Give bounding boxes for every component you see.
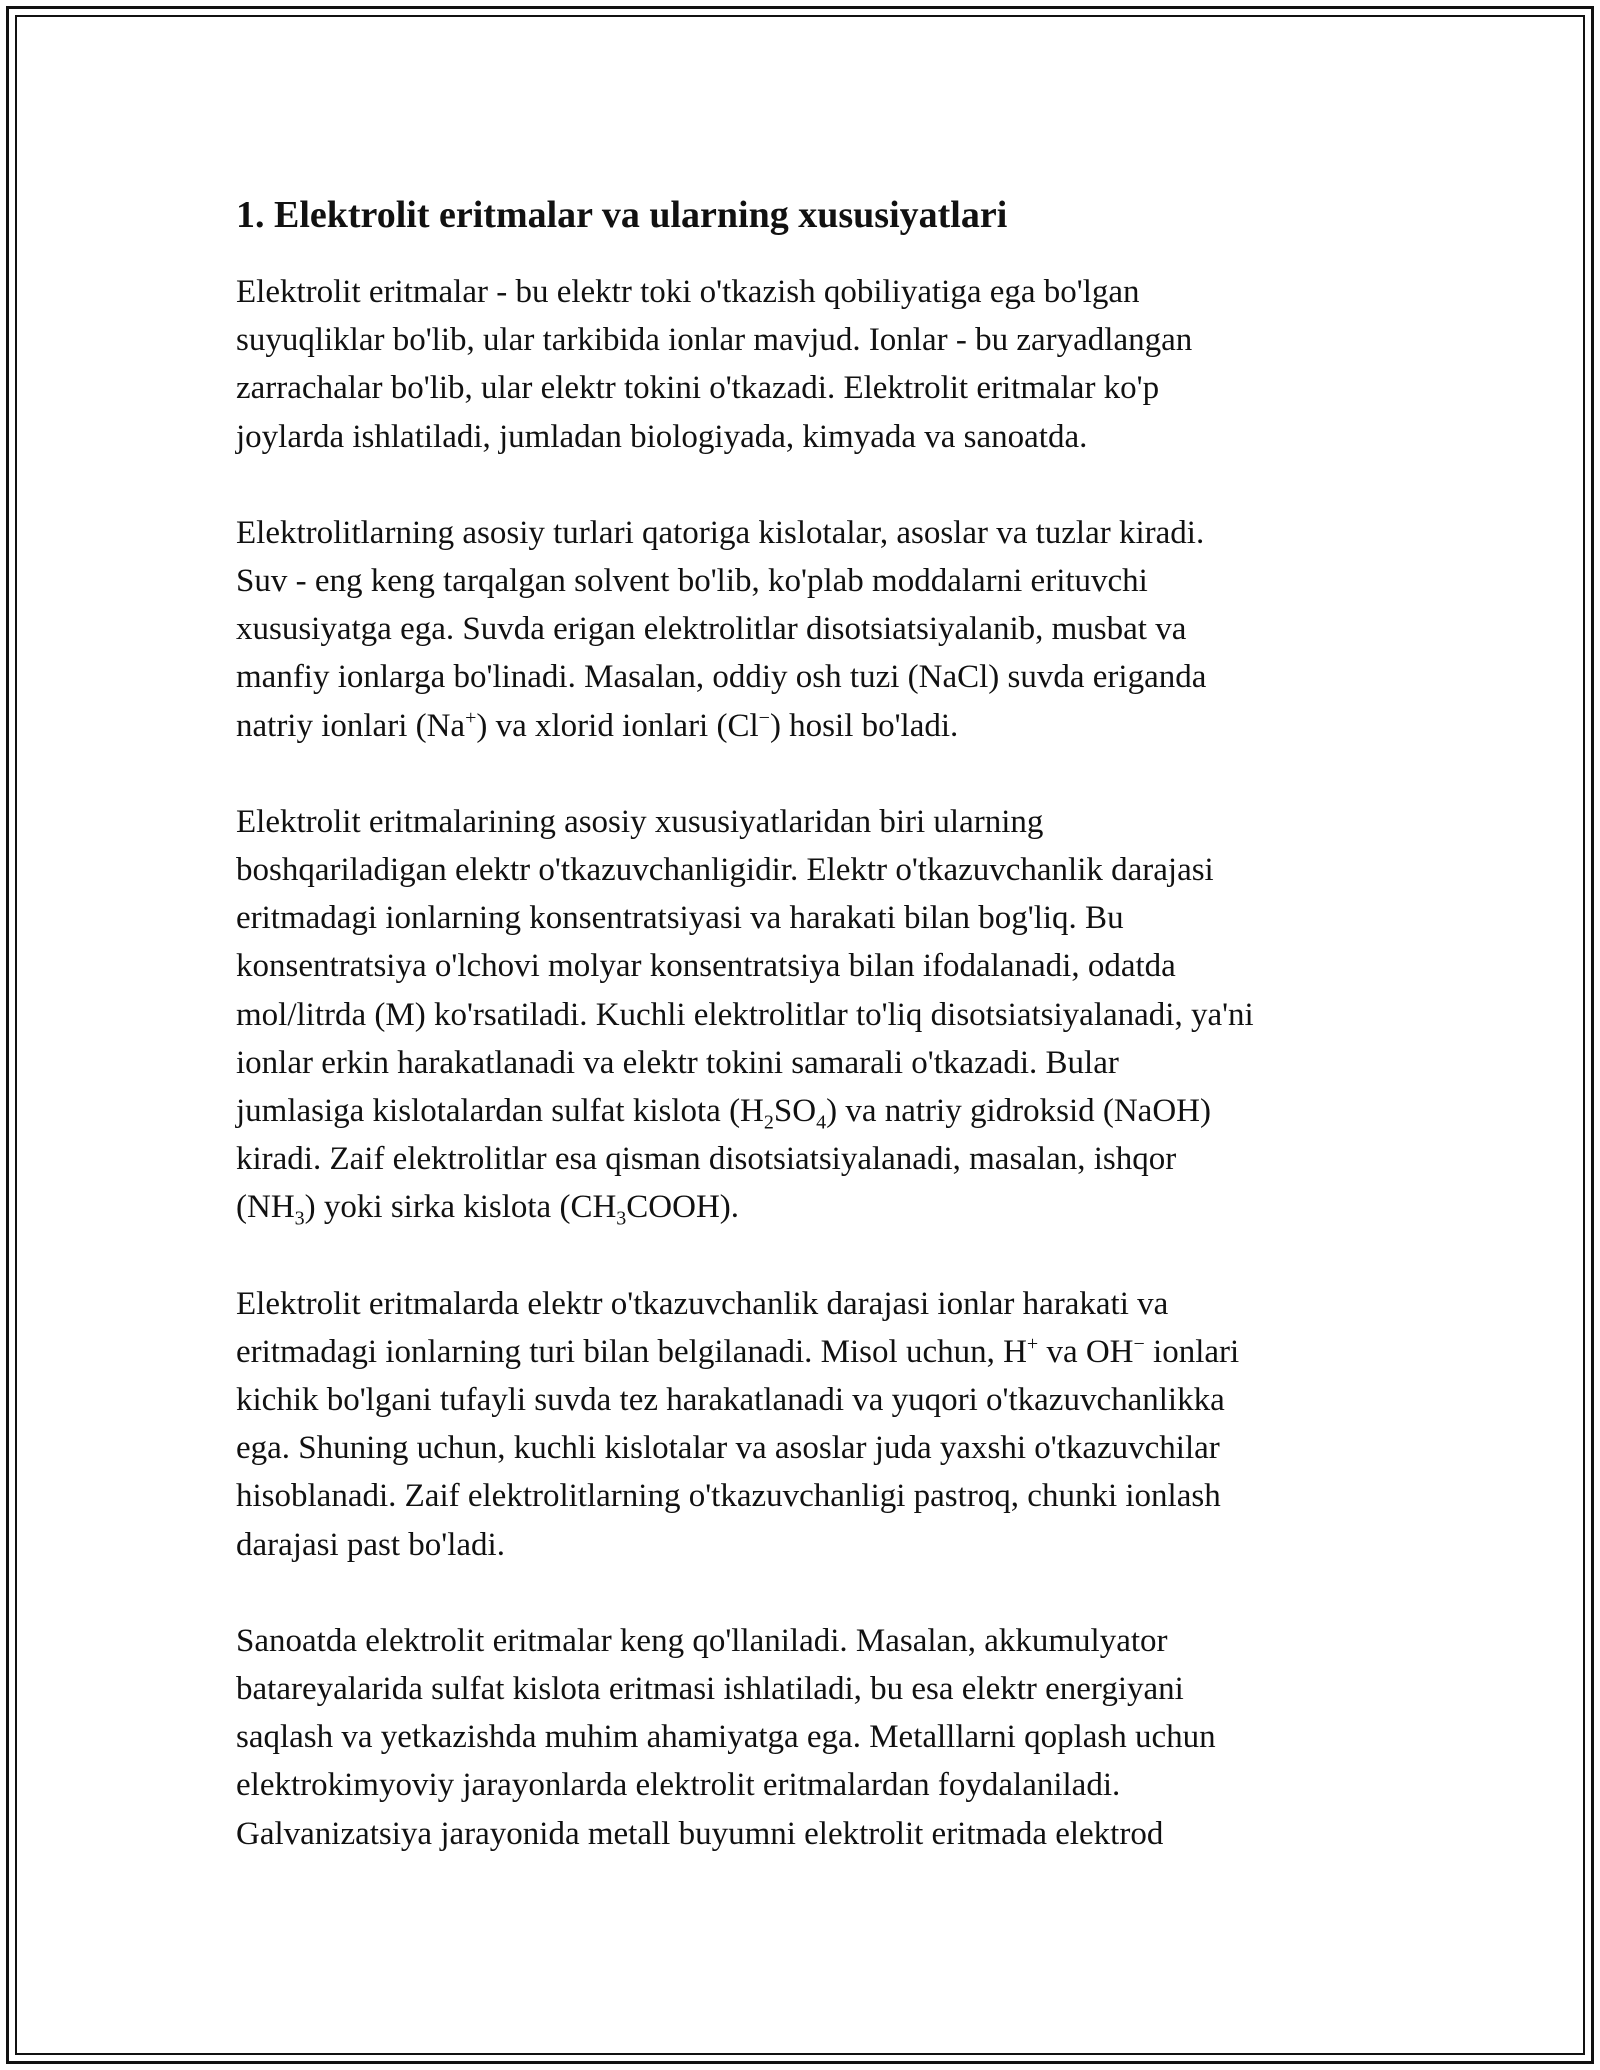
paragraph-line: kichik bo'lgani tufayli suvda tez harakatlanadi va yuqori o'tkazuvchanlikka	[236, 1382, 1225, 1419]
paragraph-line: ega. Shuning uchun, kuchli kislotalar va asoslar juda yaxshi o'tkazuvchilar	[236, 1430, 1220, 1467]
paragraph-line	[236, 1087, 1386, 1135]
document-body	[236, 188, 1386, 1906]
paragraph-line: konsentratsiya o'lchovi molyar konsentratsiya bilan ifodalanadi, odatda	[236, 948, 1176, 985]
text-segment: va OH	[1038, 1333, 1134, 1370]
paragraph-line: zarrachalar bo'lib, ular elektr tokini o'tkazadi. Elektrolit eritmalar ko'p	[236, 370, 1160, 407]
paragraph-industry	[236, 1617, 1386, 1858]
text-segment: ) yoki sirka kislota (CH	[304, 1189, 617, 1226]
paragraph-line: saqlash va yetkazishda muhim ahamiyatga ega. Metalllarni qoplash uchun	[236, 1719, 1216, 1756]
section-heading: 1. Elektrolit eritmalar va ularning xususiyatlari	[236, 194, 1008, 236]
paragraph-line: joylarda ishlatiladi, jumladan biologiyada, kimyada va sanoatda.	[236, 418, 1088, 455]
paragraph-line: Elektrolit eritmalarining asosiy xususiyatlaridan biri ularning	[236, 803, 1044, 840]
paragraph-line: Elektrolit eritmalarda elektr o'tkazuvchanlik darajasi ionlar harakati va	[236, 1285, 1169, 1322]
paragraph-line	[236, 702, 1386, 750]
paragraph-line: xususiyatga ega. Suvda erigan elektrolitlar disotsiatsiyalanib, musbat va	[236, 611, 1187, 648]
paragraph-line: Galvanizatsiya jarayonida metall buyumni elektrolit eritmada elektrod	[236, 1815, 1164, 1852]
paragraph-line: elektrokimyoviy jarayonlarda elektrolit eritmalardan foydalaniladi.	[236, 1767, 1121, 1804]
paragraph-line: manfiy ionlarga bo'linadi. Masalan, oddiy osh tuzi (NaCl) suvda eriganda	[236, 659, 1207, 696]
text-segment: ) va xlorid ionlari (Cl	[476, 707, 759, 744]
paragraph-line: eritmadagi ionlarning konsentratsiyasi va harakati bilan bog'liq. Bu	[236, 900, 1124, 937]
paragraph-line: batareyalarida sulfat kislota eritmasi ishlatiladi, bu esa elektr energiyani	[236, 1671, 1184, 1708]
paragraph-line: suyuqliklar bo'lib, ular tarkibida ionlar mavjud. Ionlar - bu zaryadlangan	[236, 322, 1193, 359]
paragraph-types	[236, 509, 1386, 750]
formula-subscript: 3	[294, 1208, 305, 1231]
paragraph-line: boshqariladigan elektr o'tkazuvchanligidir. Elektr o'tkazuvchanlik darajasi	[236, 852, 1214, 889]
paragraph-line: mol/litrda (M) ko'rsatiladi. Kuchli elektrolitlar to'liq disotsiatsiyalanadi, ya'ni	[236, 996, 1254, 1033]
formula-subscript: 2	[763, 1111, 774, 1134]
charge-superscript: +	[1026, 1332, 1039, 1355]
paragraph-line: Elektrolit eritmalar - bu elektr toki o'tkazish qobiliyatiga ega bo'lgan	[236, 274, 1140, 310]
paragraph-line	[236, 1328, 1386, 1376]
formula-subscript: 3	[616, 1208, 627, 1231]
text-segment: ionlari	[1144, 1333, 1240, 1370]
paragraph-line: hisoblanadi. Zaif elektrolitlarning o'tkazuvchanligi pastroq, chunki ionlash	[236, 1478, 1221, 1515]
charge-superscript: −	[1133, 1332, 1145, 1355]
text-segment: (NH	[236, 1189, 295, 1226]
paragraph-line: Elektrolitlarning asosiy turlari qatoriga kislotalar, asoslar va tuzlar kiradi.	[236, 514, 1205, 551]
text-segment: eritmadagi ionlarning turi bilan belgilanadi. Misol uchun, H	[236, 1333, 1027, 1370]
text-segment: natriy ionlari (Na	[236, 707, 466, 744]
paragraph-intro	[236, 268, 1386, 461]
paragraph-line: kiradi. Zaif elektrolitlar esa qisman disotsiatsiyalanadi, masalan, ishqor	[236, 1141, 1177, 1178]
paragraph-properties	[236, 798, 1386, 1232]
text-segment: SO	[773, 1093, 817, 1130]
paragraph-conductivity	[236, 1280, 1386, 1569]
paragraph-line	[236, 1183, 1386, 1231]
formula-subscript: 4	[816, 1111, 827, 1134]
charge-superscript: −	[758, 706, 770, 729]
paragraph-line: Suv - eng keng tarqalgan solvent bo'lib, ko'plab moddalarni erituvchi	[236, 563, 1148, 600]
charge-superscript: +	[465, 706, 477, 729]
paragraph-line: Sanoatda elektrolit eritmalar keng qo'llaniladi. Masalan, akkumulyator	[236, 1622, 1168, 1659]
paragraph-line: darajasi past bo'ladi.	[236, 1526, 505, 1563]
text-segment: jumlasiga kislotalardan sulfat kislota (H	[236, 1093, 764, 1130]
text-segment: COOH).	[626, 1189, 740, 1226]
text-segment: ) va natriy gidroksid (NaOH)	[826, 1093, 1211, 1130]
paragraph-line: ionlar erkin harakatlanadi va elektr tokini samarali o'tkazadi. Bular	[236, 1044, 1119, 1081]
text-segment: ) hosil bo'ladi.	[769, 707, 959, 744]
